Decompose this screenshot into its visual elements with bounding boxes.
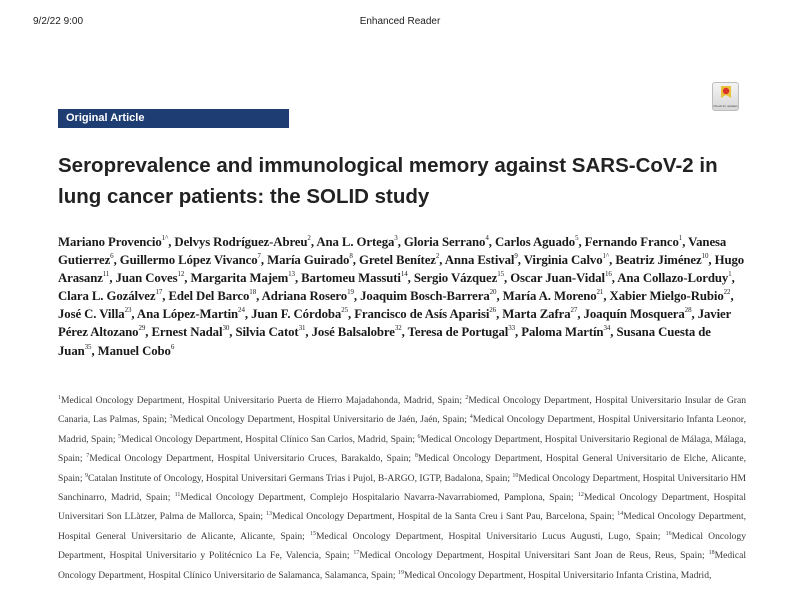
affiliation-text: Medical Oncology Department, Hospital Universitario Regional de Málaga, Málaga, Spain; xyxy=(58,433,746,465)
author-name: Ana López-Martin xyxy=(136,307,239,322)
author-name: Sergio Vázquez xyxy=(413,271,498,286)
author-affiliation-mark: 1^ xyxy=(161,234,169,242)
affiliation-number: 13 xyxy=(265,511,272,518)
affiliation-text: Medical Oncology Department, Hospital Universitari Son LLàtzer, Palma de Mallorca, Spain; xyxy=(58,492,746,523)
affiliation-number: 19 xyxy=(397,569,404,576)
affiliation-text: Medical Oncology Department, Hospital General Universitario de Elche, Alicante, Spain; xyxy=(58,453,746,484)
affiliation-text: Medical Oncology Department, Hospital Universitari Sant Joan de Reus, Reus, Spain; xyxy=(359,550,705,562)
author-affiliation-mark: 2 xyxy=(435,252,440,261)
author-affiliation-mark: 33 xyxy=(508,324,516,333)
affiliation-number: 14 xyxy=(617,511,624,518)
author-name: Ana L. Ortega xyxy=(316,235,395,249)
author-name: Gloria Serrano xyxy=(403,235,486,249)
author-affiliation-mark: 27 xyxy=(570,306,578,315)
author-name: José C. Villa xyxy=(58,307,125,322)
author-name: Guillermo López Vivanco xyxy=(119,253,258,268)
author-affiliation-mark: 31 xyxy=(298,324,306,333)
affiliation-number: 2 xyxy=(465,395,469,401)
print-title: Enhanced Reader xyxy=(359,16,441,27)
author-name: Francisco de Asís Aparisi xyxy=(354,307,490,322)
author-affiliation-mark: 21 xyxy=(596,288,604,297)
affiliation-text: Medical Oncology Department, Hospital Universitario Puerta de Hierro Majadahonda, Madrid, Spain; xyxy=(61,395,462,406)
author-name: Juan Coves xyxy=(115,271,178,286)
affiliation-number: 8 xyxy=(414,453,418,460)
author-name: Javier Pérez Altozano xyxy=(58,307,731,340)
author-affiliation-mark: 25 xyxy=(341,306,348,315)
author-name: Teresa de Portugal xyxy=(407,325,509,340)
author-name: Virginia Calvo xyxy=(523,253,603,268)
author-affiliation-mark: 7 xyxy=(257,252,261,261)
author-name: Manuel Cobo xyxy=(97,343,171,358)
print-date: 9/2/22 9:00 xyxy=(33,16,84,27)
author-name: Mariano Provencio xyxy=(58,235,162,249)
author-affiliation-mark: 28 xyxy=(684,306,692,315)
author-affiliation-mark: 19 xyxy=(347,288,354,297)
affiliation-text: Medical Oncology Department, Hospital Clínico Universitario de Salamanca, Salamanca, Spain; xyxy=(58,550,747,581)
affiliation-text: Medical Oncology Department, Hospital Universitario Insular de Gran Canaria, Las Palmas, Spain; xyxy=(58,395,746,426)
affiliation-number: 15 xyxy=(310,530,317,537)
author-name: Joaquim Bosch-Barrera xyxy=(360,289,490,304)
author-name: Ernest Nadal xyxy=(151,325,223,340)
affiliation-number: 10 xyxy=(512,472,519,479)
author-affiliation-mark: 3 xyxy=(394,234,398,242)
author-name: Carlos Aguado xyxy=(494,235,576,249)
author-affiliation-mark: 15 xyxy=(497,270,504,279)
author-affiliation-mark: 24 xyxy=(238,306,245,315)
print-header xyxy=(0,16,800,30)
author-affiliation-mark: 5 xyxy=(575,234,579,242)
author-affiliation-mark: 20 xyxy=(489,288,497,297)
affiliation-number: 12 xyxy=(577,492,584,499)
author-name: Gretel Benítez xyxy=(358,253,436,268)
author-name: Anna Estival xyxy=(444,253,515,268)
article-type-label: Original Article xyxy=(58,109,289,128)
author-affiliation-mark: 23 xyxy=(124,306,132,315)
author-name: Margarita Majem xyxy=(190,271,289,286)
author-name: María Guirado xyxy=(267,253,350,268)
author-affiliation-mark: 4 xyxy=(485,234,489,242)
author-name: Silvia Catot xyxy=(235,325,299,340)
author-affiliation-mark: 17 xyxy=(155,288,163,297)
author-name: Clara L. Gozálvez xyxy=(58,289,156,304)
check-for-updates-label: Check for updates xyxy=(713,103,738,108)
author-name: Marta Zafra xyxy=(502,307,571,322)
author-affiliation-mark: 13 xyxy=(288,270,295,279)
affiliation-text: Medical Oncology Department, Hospital Universitario de Jaén, Jaén, Spain; xyxy=(172,414,467,426)
author-affiliation-mark: 18 xyxy=(249,288,257,297)
author-name: Ana Collazo-Lorduy xyxy=(617,271,729,286)
author-name: Joaquín Mosquera xyxy=(583,307,685,322)
author-affiliation-mark: 34 xyxy=(603,324,611,333)
author-affiliation-mark: 11 xyxy=(102,270,110,279)
author-name: María A. Moreno xyxy=(502,289,597,304)
author-affiliation-mark: 6 xyxy=(170,342,175,351)
author-affiliation-mark: 1 xyxy=(728,270,732,279)
affiliation-text: Medical Oncology Department, Hospital Universitario Lucus Augusti, Lugo, Spain; xyxy=(316,530,661,542)
affiliation-text: Medical Oncology Department, Hospital Clínico San Carlos, Madrid, Spain; xyxy=(121,433,416,445)
author-name: Paloma Martín xyxy=(521,325,604,340)
author-name: Delvys Rodríguez-Abreu xyxy=(174,235,308,249)
affiliation-number: 1 xyxy=(58,395,61,401)
affiliation-number: 16 xyxy=(665,530,672,537)
author-name: Edel Del Barco xyxy=(168,289,250,304)
affiliation-list xyxy=(58,391,746,585)
affiliation-number: 17 xyxy=(353,550,360,557)
author-name: Adriana Rosero xyxy=(261,289,348,304)
author-list: Mariano Provencio$^{1\^{}}$, Delvys Rodríguez-Abreu$^2$, Ana L. Ortega$^3$, Gloria Serrano$^4$, Carlos Aguado$^5$, Fernando Franco$^1$, Vanesa Gutierrez$^6$, Guillermo López Vivanco$^7$, María Guirado$^8$, Gretel Benítez$^2$, Anna Estival$^9$, Virginia Calvo$^{1\^{}}$, Beatriz Jiménez$^{10}$, Hugo Arasanz$^{11}$, Juan Coves$^{12}$, Margarita Majem$^{13}$, Bartomeu Massuti$^{14}$, Sergio Vázquez$^{15}$, Oscar Juan-Vidal$^{16}$, Ana Collazo-Lorduy$^1$, Clara L. Gozálvez$^{17}$, Edel Del Barco$^{18}$, Adriana Rosero$^{19}$, Joaquim Bosch-Barrera$^{20}$, María A. Moreno$^{21}$, Xabier Mielgo-Rubio$^{22}$, José C. Villa$^{23}$, Ana López-Martin$^{24}$, Juan F. Córdoba$^{25}$, Francisco de Asís Aparisi$^{26}$, Marta Zafra$^{27}$, Joaquín Mosquera$^{28}$, Javier Pérez Altozano$^{29}$, Ernest Nadal$^{30}$, Silvia Catot$^{31}$, José Balsalobre$^{32}$, Teresa de Portugal$^{33}$, Paloma Martín$^{34}$, Susana Cuesta de Juan$^{35}$, Manuel Cobo$^6$ xyxy=(58,234,745,358)
affiliation-text: Medical Oncology Department, Hospital de la Santa Creu i Sant Pau, Barcelona, Spain; xyxy=(271,511,615,523)
author-affiliation-mark: 16 xyxy=(604,270,612,279)
check-for-updates-icon xyxy=(720,86,732,100)
affiliation-text: Medical Oncology Department, Hospital Universitario Infanta Cristina, Madrid, xyxy=(403,569,712,581)
author-affiliation-mark: 8 xyxy=(349,252,353,261)
author-name: Xabier Mielgo-Rubio xyxy=(609,289,724,304)
author-affiliation-mark: 32 xyxy=(394,324,402,333)
article-title: Seroprevalence and immunological memory against SARS-CoV-2 in lung cancer patients: the SOLID study xyxy=(58,154,718,208)
author-affiliation-mark: 6 xyxy=(110,252,114,261)
author-affiliation-mark: 30 xyxy=(222,324,230,333)
affiliation-text: Medical Oncology Department, Hospital Universitario Infanta Leonor, Madrid, Spain; xyxy=(58,414,747,445)
author-affiliation-mark: 1^ xyxy=(602,252,610,261)
author-affiliation-mark: 22 xyxy=(723,288,731,297)
affiliation-number: 5 xyxy=(118,433,122,440)
author-affiliation-mark: 29 xyxy=(138,324,146,333)
affiliation-text: Medical Oncology Department, Complejo Hospitalario Navarra-Navarrabiomed, Pamplona, Spain; xyxy=(180,492,574,504)
author-name: Vanesa Gutierrez xyxy=(58,235,727,268)
author-name: José Balsalobre xyxy=(311,325,395,340)
affiliation-number: 11 xyxy=(174,492,181,499)
affiliation-text: Medical Oncology Department, Hospital General Universitario de Alicante, Alicante, Spain; xyxy=(58,511,747,542)
author-affiliation-mark: 9 xyxy=(514,252,518,261)
affiliation-number: 9 xyxy=(84,472,88,479)
affiliation-number: 3 xyxy=(169,414,173,421)
author-affiliation-mark: 14 xyxy=(400,270,408,279)
author-affiliation-mark: 35 xyxy=(84,342,92,351)
author-affiliation-mark: 10 xyxy=(701,252,709,261)
affiliation-number: 7 xyxy=(86,453,90,460)
check-for-updates-badge[interactable] xyxy=(712,82,739,111)
affiliation-text: Medical Oncology Department, Hospital Universitario y Politécnico La Fe, Valencia, Spain; xyxy=(58,530,747,562)
author-affiliation-mark: 1 xyxy=(678,234,683,242)
author-name: Susana Cuesta de Juan xyxy=(58,325,711,358)
affiliation-text: Catalan Institute of Oncology, Hospital Universitari Germans Trias i Pujol, B-ARGO, IGTP, Badalona, Spain; xyxy=(87,472,511,484)
affiliation-number: 6 xyxy=(417,433,421,440)
author-affiliation-mark: 26 xyxy=(489,306,497,315)
author-name: Beatriz Jiménez xyxy=(615,253,702,268)
affiliation-number: 18 xyxy=(708,550,715,557)
author-name: Hugo Arasanz xyxy=(58,253,745,286)
author-name: Juan F. Córdoba xyxy=(251,307,342,322)
author-name: Bartomeu Massuti xyxy=(301,271,401,286)
author-name: Fernando Franco xyxy=(584,235,679,249)
author-name: Oscar Juan-Vidal xyxy=(510,271,605,286)
author-affiliation-mark: 2 xyxy=(307,234,311,242)
author-affiliation-mark: 12 xyxy=(177,270,185,279)
affiliation-text: Medical Oncology Department, Hospital Universitario Cruces, Barakaldo, Spain; xyxy=(89,453,412,465)
affiliation-text: Medical Oncology Department, Hospital Universitario HM Sanchinarro, Madrid, Spain; xyxy=(58,472,746,504)
affiliation-number: 4 xyxy=(469,414,473,421)
